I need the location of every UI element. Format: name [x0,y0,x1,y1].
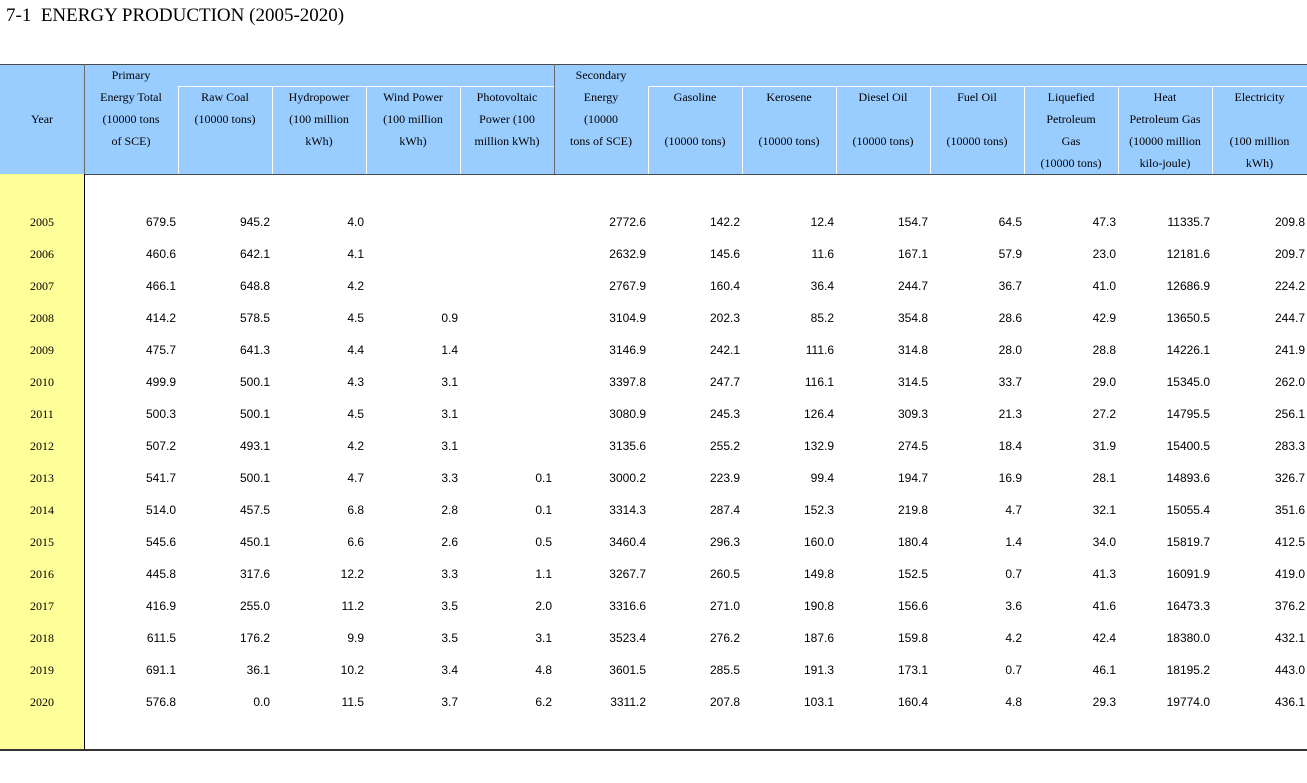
gasoline-cell: 271.0 [709,599,740,613]
photovoltaic-cell: 2.0 [535,599,552,613]
hydropower-cell: 4.1 [347,247,364,261]
photovoltaic-cell: 0.1 [535,503,552,517]
lpg-cell: 23.0 [1092,247,1116,261]
raw-coal-cell: 648.8 [239,279,270,293]
secondary-total-cell: 2767.9 [609,279,646,293]
kerosene-cell: 160.0 [803,535,834,549]
table-row [0,532,1307,552]
heat-cell: 16091.9 [1166,567,1210,581]
lpg-cell: 31.9 [1092,439,1116,453]
kerosene-cell: 11.6 [811,247,834,261]
table-row [0,468,1307,488]
diesel-oil-cell: 152.5 [897,567,928,581]
header-photovoltaic: Photovoltaic Power (100 million kWh) [474,90,540,148]
secondary-total-cell: 3000.2 [609,471,646,485]
hydropower-cell: 4.2 [347,439,364,453]
year-cell: 2014 [30,503,54,517]
wind-power-cell: 3.5 [441,599,458,613]
wind-power-cell: 2.6 [441,535,458,549]
header-electricity: Electricity (100 million kWh) [1229,90,1290,170]
wind-power-cell: 3.7 [441,695,458,709]
electricity-cell: 283.3 [1274,439,1305,453]
header-diesel-oil: Diesel Oil (10000 tons) [852,90,914,148]
table-row [0,404,1307,424]
electricity-cell: 419.0 [1274,567,1305,581]
year-cell: 2015 [30,535,54,549]
secondary-total-cell: 2772.6 [609,215,646,229]
kerosene-cell: 152.3 [803,503,834,517]
table-row [0,308,1307,328]
raw-coal-cell: 641.3 [239,343,270,357]
electricity-cell: 351.6 [1274,503,1305,517]
primary-total-cell: 576.8 [145,695,176,709]
wind-power-cell: 2.8 [441,503,458,517]
year-cell: 2009 [30,343,54,357]
year-cell: 2010 [30,375,54,389]
lpg-cell: 42.9 [1092,311,1116,325]
electricity-cell: 262.0 [1274,375,1305,389]
raw-coal-cell: 578.5 [239,311,270,325]
wind-power-cell: 3.3 [441,471,458,485]
table-row [0,564,1307,584]
table-row [0,212,1307,232]
gasoline-cell: 202.3 [709,311,740,325]
raw-coal-cell: 317.6 [239,567,270,581]
lpg-cell: 41.3 [1092,567,1116,581]
kerosene-cell: 126.4 [803,407,834,421]
table-row [0,596,1307,616]
year-cell: 2011 [30,407,54,421]
gasoline-cell: 255.2 [709,439,740,453]
hydropower-cell: 4.2 [347,279,364,293]
fuel-oil-cell: 4.7 [1005,503,1022,517]
lpg-cell: 42.4 [1092,631,1116,645]
lpg-cell: 28.8 [1092,343,1116,357]
fuel-oil-cell: 36.7 [998,279,1022,293]
header-heat: Heat Petroleum Gas (10000 million kilo-joule) [1129,90,1201,170]
gasoline-cell: 296.3 [709,535,740,549]
raw-coal-cell: 500.1 [239,471,270,485]
electricity-cell: 376.2 [1274,599,1305,613]
table-row [0,244,1307,264]
secondary-total-cell: 3316.6 [609,599,646,613]
electricity-cell: 209.8 [1274,215,1305,229]
heat-cell: 14795.5 [1166,407,1210,421]
hydropower-cell: 4.4 [347,343,364,357]
secondary-total-cell: 3311.2 [610,695,646,709]
year-cell: 2013 [30,471,54,485]
table-row [0,276,1307,296]
year-cell: 2018 [30,631,54,645]
raw-coal-cell: 457.5 [239,503,270,517]
gasoline-cell: 245.3 [709,407,740,421]
hydropower-cell: 4.7 [347,471,364,485]
gasoline-cell: 207.8 [709,695,740,709]
header-primary-total: Energy Total (10000 tons of SCE) [100,90,162,148]
secondary-total-cell: 3397.8 [609,375,646,389]
raw-coal-cell: 450.1 [239,535,270,549]
lpg-cell: 41.0 [1092,279,1116,293]
secondary-total-cell: 3080.9 [609,407,646,421]
gasoline-cell: 142.2 [709,215,740,229]
fuel-oil-cell: 28.0 [998,343,1022,357]
gasoline-cell: 160.4 [709,279,740,293]
lpg-cell: 32.1 [1092,503,1116,517]
heat-cell: 15819.7 [1166,535,1210,549]
kerosene-cell: 103.1 [803,695,834,709]
primary-total-cell: 545.6 [145,535,176,549]
header-top-border [0,64,1307,65]
lpg-cell: 29.0 [1092,375,1116,389]
table-row [0,660,1307,680]
year-cell: 2016 [30,567,54,581]
primary-total-cell: 416.9 [145,599,176,613]
year-cell: 2008 [30,311,54,325]
hydropower-cell: 4.5 [347,407,364,421]
heat-cell: 15345.0 [1166,375,1210,389]
diesel-oil-cell: 274.5 [897,439,928,453]
primary-total-cell: 541.7 [145,471,176,485]
lpg-cell: 28.1 [1092,471,1116,485]
header-lpg: Liquefied Petroleum Gas (10000 tons) [1040,90,1102,170]
kerosene-cell: 149.8 [803,567,834,581]
diesel-oil-cell: 314.8 [897,343,928,357]
heat-cell: 15400.5 [1166,439,1210,453]
diesel-oil-cell: 309.3 [897,407,928,421]
fuel-oil-cell: 0.7 [1005,567,1022,581]
heat-cell: 15055.4 [1166,503,1210,517]
electricity-cell: 209.7 [1274,247,1305,261]
kerosene-cell: 12.4 [810,215,834,229]
raw-coal-cell: 642.1 [239,247,270,261]
electricity-cell: 443.0 [1274,663,1305,677]
primary-total-cell: 460.6 [145,247,176,261]
heat-cell: 19774.0 [1166,695,1210,709]
table-bottom-border [0,749,1307,751]
page-title: 7-1 ENERGY PRODUCTION (2005-2020) [6,5,345,26]
header-kerosene: Kerosene (10000 tons) [758,90,820,148]
header-gasoline: Gasoline (10000 tons) [664,90,726,148]
kerosene-cell: 190.8 [803,599,834,613]
wind-power-cell: 3.4 [441,663,458,677]
diesel-oil-cell: 180.4 [897,535,928,549]
secondary-total-cell: 3523.4 [609,631,646,645]
kerosene-cell: 85.2 [810,311,834,325]
electricity-cell: 244.7 [1274,311,1305,325]
heat-cell: 13650.5 [1166,311,1210,325]
hydropower-cell: 4.5 [347,311,364,325]
wind-power-cell: 1.4 [441,343,458,357]
lpg-cell: 46.1 [1092,663,1116,677]
raw-coal-cell: 493.1 [239,439,270,453]
year-cell: 2006 [30,247,54,261]
heat-cell: 18380.0 [1166,631,1210,645]
diesel-oil-cell: 154.7 [897,215,928,229]
heat-cell: 11335.7 [1167,215,1210,229]
raw-coal-cell: 0.0 [253,695,270,709]
diesel-oil-cell: 219.8 [897,503,928,517]
diesel-oil-cell: 160.4 [897,695,928,709]
hydropower-cell: 6.6 [347,535,364,549]
primary-total-cell: 500.3 [145,407,176,421]
secondary-total-cell: 3601.5 [609,663,646,677]
fuel-oil-cell: 3.6 [1005,599,1022,613]
primary-total-cell: 691.1 [145,663,176,677]
lpg-cell: 34.0 [1092,535,1116,549]
raw-coal-cell: 255.0 [239,599,270,613]
heat-cell: 14226.1 [1166,343,1210,357]
year-cell: 2019 [30,663,54,677]
gasoline-cell: 242.1 [709,343,740,357]
hydropower-cell: 6.8 [347,503,364,517]
electricity-cell: 326.7 [1274,471,1305,485]
electricity-cell: 412.5 [1274,535,1305,549]
header-fuel-oil: Fuel Oil (10000 tons) [946,90,1008,148]
gasoline-cell: 287.4 [709,503,740,517]
diesel-oil-cell: 194.7 [897,471,928,485]
fuel-oil-cell: 21.3 [998,407,1022,421]
year-cell: 2012 [30,439,54,453]
heat-cell: 14893.6 [1166,471,1210,485]
photovoltaic-cell: 3.1 [535,631,552,645]
secondary-total-cell: 3135.6 [609,439,646,453]
primary-total-cell: 507.2 [145,439,176,453]
header-hydropower: Hydropower (100 million kWh) [288,90,350,148]
heat-cell: 16473.3 [1166,599,1210,613]
fuel-oil-cell: 18.4 [998,439,1022,453]
wind-power-cell: 3.1 [441,375,458,389]
hydropower-cell: 12.2 [340,567,364,581]
year-cell: 2005 [30,215,54,229]
lpg-cell: 27.2 [1092,407,1116,421]
photovoltaic-cell: 6.2 [535,695,552,709]
diesel-oil-cell: 159.8 [897,631,928,645]
year-cell: 2017 [30,599,54,613]
header-year: Year [30,112,54,126]
header-primary-group: Primary [111,68,151,82]
secondary-total-cell: 3146.9 [609,343,646,357]
electricity-cell: 224.2 [1274,279,1305,293]
gasoline-cell: 145.6 [709,247,740,261]
table-row [0,692,1307,712]
wind-power-cell: 3.5 [441,631,458,645]
year-cell: 2020 [30,695,54,709]
secondary-total-cell: 3104.9 [609,311,646,325]
fuel-oil-cell: 33.7 [998,375,1022,389]
wind-power-cell: 3.1 [441,407,458,421]
electricity-cell: 436.1 [1274,695,1305,709]
primary-total-cell: 499.9 [145,375,176,389]
primary-total-cell: 611.5 [146,631,176,645]
table-row [0,500,1307,520]
gasoline-cell: 247.7 [709,375,740,389]
secondary-total-cell: 3460.4 [609,535,646,549]
electricity-cell: 256.1 [1274,407,1305,421]
photovoltaic-cell: 0.1 [535,471,552,485]
kerosene-cell: 191.3 [803,663,834,677]
table-row [0,372,1307,392]
lpg-cell: 41.6 [1092,599,1116,613]
kerosene-cell: 116.1 [804,375,834,389]
hydropower-cell: 9.9 [347,631,364,645]
primary-total-cell: 475.7 [145,343,176,357]
header-bottom-border [0,174,1307,175]
table-row [0,628,1307,648]
fuel-oil-cell: 57.9 [998,247,1022,261]
electricity-cell: 241.9 [1274,343,1305,357]
photovoltaic-cell: 0.5 [535,535,552,549]
diesel-oil-cell: 167.1 [897,247,928,261]
diesel-oil-cell: 244.7 [897,279,928,293]
lpg-cell: 47.3 [1092,215,1116,229]
raw-coal-cell: 500.1 [239,407,270,421]
header-raw-coal: Raw Coal (10000 tons) [194,90,256,126]
fuel-oil-cell: 28.6 [998,311,1022,325]
header-secondary-total: Energy (10000 tons of SCE) [569,90,632,148]
raw-coal-cell: 176.2 [239,631,270,645]
hydropower-cell: 10.2 [340,663,364,677]
kerosene-cell: 111.6 [805,343,834,357]
kerosene-cell: 36.4 [810,279,834,293]
fuel-oil-cell: 1.4 [1005,535,1022,549]
primary-total-cell: 679.5 [145,215,176,229]
hydropower-cell: 11.2 [341,599,364,613]
kerosene-cell: 99.4 [810,471,834,485]
hydropower-cell: 4.0 [347,215,364,229]
header-wind-power: Wind Power (100 million kWh) [383,90,443,148]
gasoline-cell: 260.5 [709,567,740,581]
table-row [0,436,1307,456]
diesel-oil-cell: 156.6 [897,599,928,613]
primary-total-cell: 466.1 [145,279,176,293]
wind-power-cell: 3.1 [441,439,458,453]
gasoline-cell: 276.2 [709,631,740,645]
kerosene-cell: 132.9 [803,439,834,453]
year-cell: 2007 [30,279,54,293]
wind-power-cell: 0.9 [441,311,458,325]
raw-coal-cell: 945.2 [239,215,270,229]
raw-coal-cell: 36.1 [246,663,270,677]
secondary-total-cell: 3314.3 [609,503,646,517]
primary-total-cell: 445.8 [145,567,176,581]
gasoline-cell: 285.5 [709,663,740,677]
fuel-oil-cell: 0.7 [1005,663,1022,677]
hydropower-cell: 4.3 [347,375,364,389]
primary-total-cell: 514.0 [145,503,176,517]
fuel-oil-cell: 64.5 [998,215,1022,229]
fuel-oil-cell: 16.9 [998,471,1022,485]
diesel-oil-cell: 354.8 [897,311,928,325]
photovoltaic-cell: 1.1 [535,567,552,581]
raw-coal-cell: 500.1 [239,375,270,389]
primary-total-cell: 414.2 [145,311,176,325]
gasoline-cell: 223.9 [709,471,740,485]
diesel-oil-cell: 314.5 [897,375,928,389]
heat-cell: 12181.6 [1166,247,1210,261]
heat-cell: 18195.2 [1166,663,1210,677]
heat-cell: 12686.9 [1166,279,1210,293]
lpg-cell: 29.3 [1092,695,1116,709]
fuel-oil-cell: 4.8 [1005,695,1022,709]
fuel-oil-cell: 4.2 [1005,631,1022,645]
kerosene-cell: 187.6 [803,631,834,645]
secondary-total-cell: 2632.9 [609,247,646,261]
wind-power-cell: 3.3 [441,567,458,581]
hydropower-cell: 11.5 [341,695,364,709]
header-secondary-group: Secondary [575,68,627,82]
electricity-cell: 432.1 [1274,631,1305,645]
secondary-total-cell: 3267.7 [609,567,646,581]
photovoltaic-cell: 4.8 [535,663,552,677]
diesel-oil-cell: 173.1 [897,663,928,677]
table-row [0,340,1307,360]
